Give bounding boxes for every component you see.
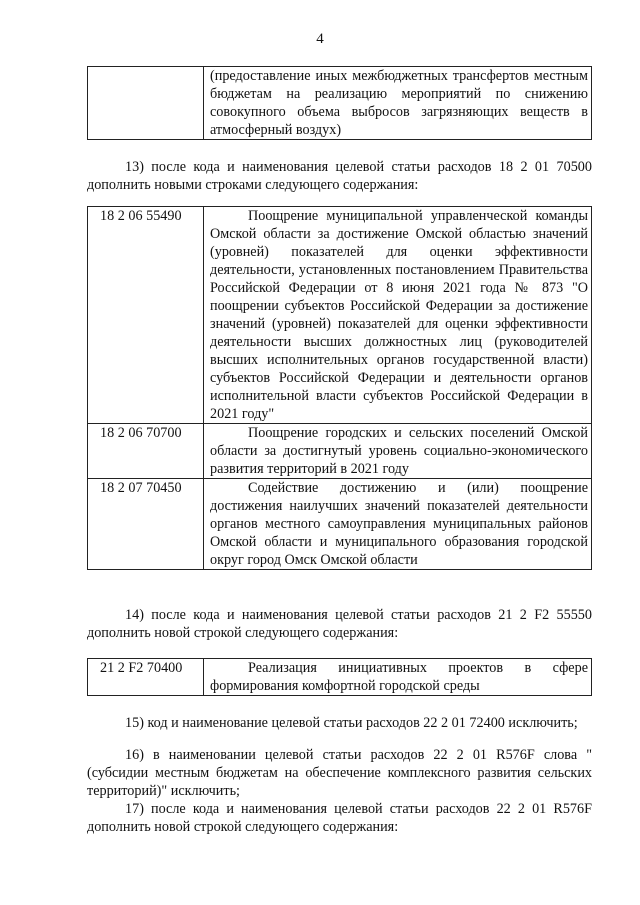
name-cell: Поощрение муниципальной управленческой команды Омской области за достижение Омской областью значений (уровней) показателей для оценки эффективности деятельности, установленных постановлением Правительства Российской Федерации от 8 июня 2021 года № 873 "О поощрении субъектов Российской Федерации за достижение значений (уровней) показателей для оценки эффективности деятельности высших должностных лиц (руководителей высших исполнительных органов государственной власти) субъектов Российской Федерации и деятельности органов исполнительной власти субъектов Российской Федерации в 2021 году" [204, 207, 592, 424]
paragraph-item-13: 13) после кода и наименования целевой статьи расходов 18 2 01 70500 дополнить новыми строками следующего содержания: [87, 159, 592, 193]
paragraph-item-17: 17) после кода и наименования целевой статьи расходов 22 2 01 R576F дополнить новой строкой следующего содержания: [87, 801, 592, 835]
paragraph-item-16: 16) в наименовании целевой статьи расходов 22 2 01 R576F слова "(субсидии местным бюджетам на обеспечение комплексного развития сельских территорий)" исключить; [87, 747, 592, 799]
code-cell [88, 67, 204, 140]
table-new-row-14 [87, 658, 592, 696]
name-cell: Содействие достижению и (или) поощрение достижения наилучших значений показателей деятельности органов местного самоуправления муниципальных районов Омской области и муниципального образования городской округ город Омск Омской области [204, 479, 592, 570]
table-new-rows-13 [87, 206, 592, 570]
name-cell: (предоставление иных межбюджетных трансфертов местным бюджетам на реализацию мероприятий по снижению совокупного объема выбросов загрязняющих веществ в атмосферный воздух) [204, 67, 592, 140]
table-row [88, 659, 592, 696]
table-row [88, 479, 592, 570]
code-cell: 18 2 07 70450 [88, 479, 204, 570]
table-continuation [87, 66, 592, 140]
code-cell: 21 2 F2 70400 [88, 659, 204, 696]
code-cell: 18 2 06 70700 [88, 424, 204, 479]
name-cell: Реализация инициативных проектов в сфере формирования комфортной городской среды [204, 659, 592, 696]
paragraph-item-14: 14) после кода и наименования целевой статьи расходов 21 2 F2 55550 дополнить новой строкой следующего содержания: [87, 607, 592, 641]
code-cell: 18 2 06 55490 [88, 207, 204, 424]
table-row [88, 424, 592, 479]
table-row [88, 67, 592, 140]
page-number: 4 [316, 31, 324, 47]
table-row [88, 207, 592, 424]
paragraph-item-15: 15) код и наименование целевой статьи расходов 22 2 01 72400 исключить; [125, 715, 578, 731]
name-cell: Поощрение городских и сельских поселений Омской области за достигнутый уровень социально-экономического развития территорий в 2021 году [204, 424, 592, 479]
